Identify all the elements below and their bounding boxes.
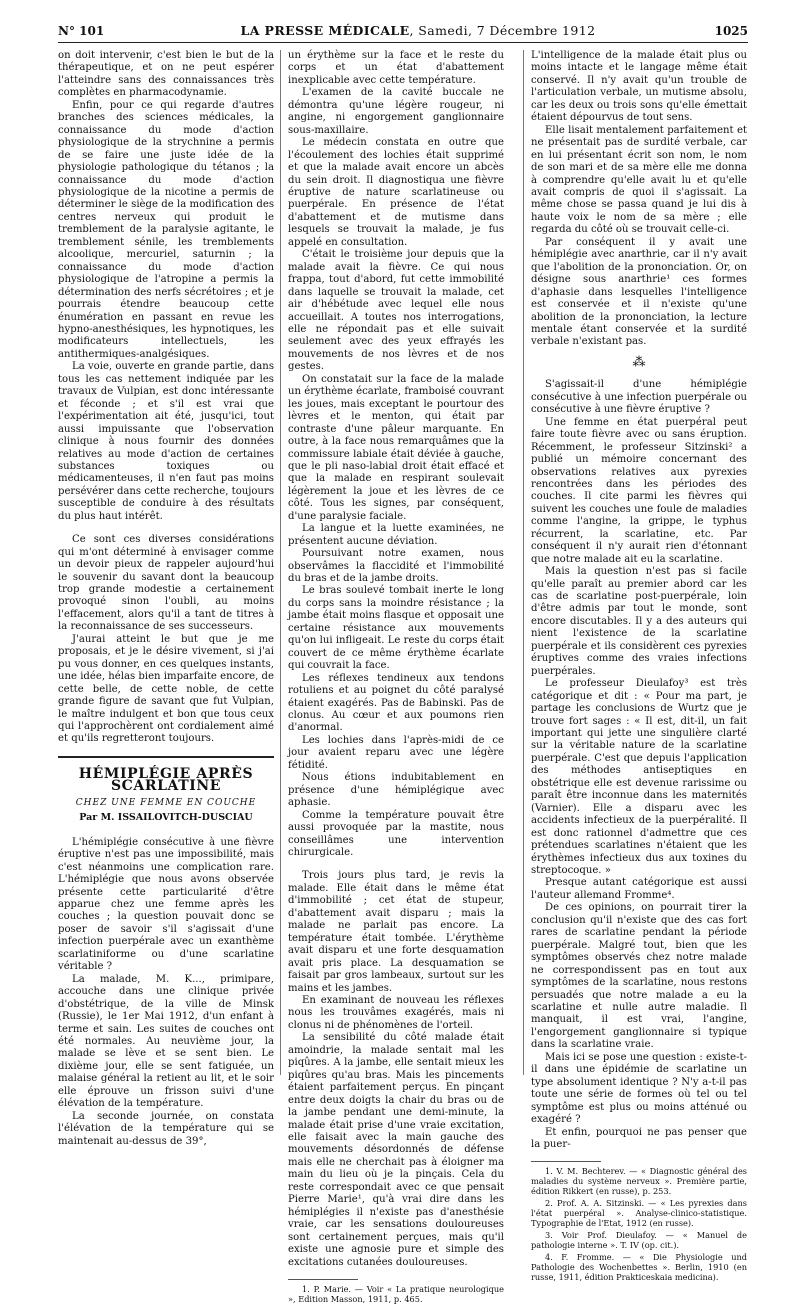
article-title: HÉMIPLÉGIE APRÈS SCARLATINE: [78, 765, 254, 795]
paragraph: J'aurai atteint le but que je me proposais, et je le désire vivement, si j'ai pu vous donner, en ces quelques instants, une idée, hélas bien imparfaite encore, de cette belle, de cette noble, de cette grande figure de savant que fut Vulpian, le maître indulgent et bon que tous ceux qui l'approchèrent ont cordialement aimé et qu'ils regretteront toujours.: [58, 633, 274, 745]
paragraph: Et enfin, pourquoi ne pas penser que la puer-: [531, 1126, 747, 1150]
paragraph: Le professeur Dieulafoy³ est très catégorique et dit : « Pour ma part, je partage les conclusions de Wurtz que je trouve fort sages : « Il est, dit-il, un fait important qui jette une singulière clarté sur la véritable nature de la scarlatine puerpérale. C'est que depuis l'application des méthodes antiseptiques en obstétrique elle est devenue rarissime ou paraît être inconnue dans les maternités (Varnier). Elle a disparu avec les accidents infectieux de la puerpéralité. Il est donc rationnel d'admettre que ces prétendues scarlatines n'étaient que les érythèmes infectieux dus aux toxines du streptocoque. »: [531, 678, 747, 876]
paragraph: La sensibilité du côté malade était amoindrie, la malade sentait mal les piqûres. A la jambe, elle sentait mieux les piqûres qu'au bras. Mais les pincements étaient parfaitement perçus. En pinçant entre deux doigts la chair du bras ou de la jambe pendant une demi-minute, la malade était prise d'une vraie excitation, elle faisait avec la main gauche des mouvements désordonnés de défense mais elle ne cherchait pas à éloigner ma main du lieu où je la pinçais. Cela du reste correspondait avec ce que pensait Pierre Marie¹, qu'à vrai dire dans les hémiplégies il n'existe pas d'anesthésie vraie, car les sensations douloureuses sont certainement perçues, mais qu'il existe une agnosie pure et simple des excitations cutanées douloureuses.: [288, 1032, 504, 1268]
paragraph: Par conséquent il y avait une hémiplégie avec anarthrie, car il n'y avait que l'abolition de la prononciation. Or, on désigne sous anarthrie¹ ces formes d'aphasie dans lesquelles l'intelligence est conservée et il n'existe qu'une abolition de la prononciation, la lecture mentale étant conservée et la surdité verbale n'existant pas.: [531, 236, 747, 348]
footnote-rule: [531, 1161, 601, 1162]
paragraph: La voie, ouverte en grande partie, dans tous les cas nettement indiquée par les travaux de Vulpian, est donc intéressante et féconde ; et s'il est vrai que l'expérimentation ait été, jusqu'ici, tout aussi impuissante que l'observation clinique à nous fournir des données relatives au mode d'action de certaines substances toxiques ou médicamenteuses, il n'en faut pas moins persévérer dans cette recherche, toujours susceptible de conduire à des résultats du plus haut intérêt.: [58, 361, 274, 522]
paragraph: Le médecin constata en outre que l'écoulement des lochies était supprimé et que la malade avait encore un abcès du sein droit. Il diagnostiqua une fièvre éruptive de nature scarlatineuse ou puerpérale. En présence de l'état d'abattement et de mutisme dans lesquels se trouvait la malade, je fus appelé en consultation.: [288, 137, 504, 248]
footnote: 1. V. M. Bechterev. — « Diagnostic général des maladies du système nerveux ». Première partie, édition Rikkert (en russe), p. 253.: [531, 1166, 747, 1197]
paragraph: Poursuivant notre examen, nous observâmes la flaccidité et l'immobilité du bras et de la jambe droits.: [288, 548, 504, 585]
paragraph: Le bras soulevé tombait inerte le long du corps sans la moindre résistance ; la jambe était moins flasque et opposait une certaine résistance aux mouvements qu'on lui infligeait. Le reste du corps était couvert de ce même érythème écarlate qui couvrait la face.: [288, 585, 504, 672]
paragraph: Mais la question n'est pas si facile qu'elle paraît au premier abord car les cas de scarlatine post-puerpérale, loin d'être admis par tout le monde, sont encore discutables. Il y a des auteurs qui nient l'existence de la scarlatine puerpérale et ils considèrent ces pyrexies éruptives comme des vraies infections puerpérales.: [531, 566, 747, 677]
column-1: [58, 50, 274, 1148]
paragraph: Presque autant catégorique est aussi l'auteur allemand Fromme⁴.: [531, 877, 747, 901]
section-asterism: ⁂: [632, 354, 646, 370]
footnote: 2. Prof. A. A. Sitzinski. — « Les pyrexies dans l'état puerpéral ». Analyse-clinico-statistique. Typographie de l'Etat, 1912 (en russe).: [531, 1198, 747, 1229]
paragraph: La langue et la luette examinées, ne présentent aucune déviation.: [288, 523, 504, 547]
running-head: LA PRESSE MÉDICALE, Samedi, 7 Décembre 1912: [240, 23, 596, 38]
paragraph: Les lochies dans l'après-midi de ce jour avaient reparu avec une légère fétidité.: [288, 734, 504, 771]
paragraph: Mais ici se pose une question : existe-t-il dans une épidémie de scarlatine un type absolument identique ? N'y a-t-il pas toute une série de formes où tel ou tel symptôme est plus ou moins atténué ou exagéré ?: [531, 1051, 747, 1126]
paragraph: un érythème sur la face et le reste du corps et un état d'abattement inexplicable avec cette température.: [288, 50, 504, 86]
column-divider: [280, 50, 281, 1075]
article-author: Par M. ISSAILOVITCH-DUSCIAU: [79, 812, 253, 824]
issue-number: N° 101: [58, 24, 105, 38]
paragraph: L'examen de la cavité buccale ne démontra qu'une légère rougeur, ni angine, ni engorgement ganglionnaire sous-maxillaire.: [288, 87, 504, 136]
paragraph: La malade, M. K..., primipare, accouche dans une clinique privée d'obstétrique, de la ville de Minsk (Russie), le 1er Mai 1912, d'un enfant à terme et sain. Les suites de couches ont été normales. Au neuvième jour, la malade se lève et se sent bien. Le dixième jour, elle se sent fatiguée, un malaise général la retient au lit, et le soir elle éprouve un frisson suivi d'une élévation de la température.: [58, 973, 274, 1110]
footnote: 1. P. Marie. — Voir « La pratique neurologique », Edition Masson, 1911, p. 465.: [288, 1283, 504, 1304]
paragraph: Ce sont ces diverses considérations qui m'ont déterminé à envisager comme un devoir pieux de rappeler aujourd'hui le souvenir du savant dont la beaucoup trop grande modestie a certainement provoqué sinon l'oubli, au moins l'effacement, alors qu'il a tant de titres à la reconnaissance de ses successeurs.: [58, 534, 274, 633]
paragraph: on doit intervenir, c'est bien le but de la thérapeutique, et on ne peut espérer l'atteindre sans des connaissances très complètes en pharmacodynamie.: [58, 50, 274, 99]
paragraph: Nous étions indubitablement en présence d'une hémiplégique avec aphasie.: [288, 772, 504, 809]
paragraph: La seconde journée, on constata l'élévation de la température qui se maintenait au-dessus de 39°,: [58, 1110, 274, 1147]
paragraph: Comme la température pouvait être aussi provoquée par la mastite, nous conseillâmes une intervention chirurgicale.: [288, 809, 504, 858]
article-separator: [58, 756, 274, 758]
paragraph: De ces opinions, on pourrait tirer la conclusion qu'il n'existe que des cas fort rares de scarlatine pendant la période puerpérale. Malgré tout, bien que les symptômes observés chez notre malade ne correspondissent pas en tout aux symptômes de la scarlatine, nous restons persuadés que notre malade a eu la scarlatine et nulle autre maladie. Il manquait, il est vrai, l'angine, l'engorgement ganglionnaire si typique dans la scarlatine vraie.: [531, 902, 747, 1051]
paragraph: On constatait sur la face de la malade un érythème écarlate, framboisé couvrant les joues, mais exceptant le pourtour des lèvres et le menton, qui était par contraste d'une pâleur marquante. En outre, à la face nous remarquâmes que la commissure labiale était déviée à gauche, que le pli naso-labial droit était effacé et que la malade en respirant soulevait légèrement la joue et les lèvres de ce côté. Tous les signes, par conséquent, d'une paralysie faciale.: [288, 373, 504, 522]
paragraph: L'intelligence de la malade était plus ou moins intacte et le langage même était conservé. Il n'y avait qu'un trouble de l'articulation verbale, un mutisme absolu, car les deux ou trois sons qu'elle émettait étaient dépourvus de tout sens.: [531, 50, 747, 124]
page-number: 1025: [714, 24, 748, 38]
paragraph: L'hémiplégie consécutive à une fièvre éruptive n'est pas une impossibilité, mais c'est néanmoins une complication rare. L'hémiplégie que nous avons observée présente cette particularité d'être apparue chez une femme après les couches ; la question pouvait donc se poser de savoir s'il s'agissait d'une infection puerpérale avec un exanthème scarlatiniforme ou d'une scarlatine véritable ?: [58, 836, 274, 973]
paragraph: Enfin, pour ce qui regarde d'autres branches des sciences médicales, la connaissance du mode d'action physiologique de la strychnine a permis de se faire une juste idée de la physiologie pathologique du tétanos ; la connaissance du mode d'action physiologique de la nicotine a permis de déterminer le siège de la modification des centres nerveux qui produit le tremblement de la paralysie agitante, le tremblement sénile, les tremblements alcoolique, mercuriel, saturnin ; la connaissance du mode d'action physiologique de l'atropine a permis la détermination des nerfs sécrétoires ; et je pourrais étendre beaucoup cette énumération en passant en revue les hypno-anesthésiques, les hypnotiques, les modificateurs intellectuels, les antithermiques-analgésiques.: [58, 99, 274, 360]
column-3: [531, 50, 747, 1282]
column-divider: [523, 50, 524, 1075]
footnote: 3. Voir Prof. Dieulafoy. — « Manuel de pathologie interne ». T. IV (op. cit.).: [531, 1230, 747, 1251]
paragraph: S'agissait-il d'une hémiplégie consécutive à une infection puerpérale ou consécutive à une fièvre éruptive ?: [531, 379, 747, 416]
paragraph: Les réflexes tendineux aux tendons rotuliens et au poignet du côté paralysé étaient exagérés. Pas de Babinski. Pas de clonus. Au cœur et aux poumons rien d'anormal.: [288, 672, 504, 734]
paragraph: Une femme en état puerpéral peut faire toute fièvre avec ou sans éruption. Récemment, le professeur Sitzinski² a publié un mémoire concernant des observations relatives aux pyrexies rencontrées dans les périodes des couches. Il cite parmi les fièvres qui suivent les couches une foule de maladies comme l'angine, la grippe, le typhus récurrent, la scarlatine, etc. Par conséquent il n'y aurait rien d'étonnant que notre malade ait eu la scarlatine.: [531, 416, 747, 565]
footnote-rule: [288, 1279, 358, 1280]
paragraph: C'était le troisième jour depuis que la malade avait la fièvre. Ce qui nous frappa, tout d'abord, fut cette immobilité dans laquelle se trouvait la malade, cet air d'hébétude avec lequel elle nous accueillait. A toutes nos interrogations, elle ne répondait pas et elle suivait seulement avec des yeux effrayés les mouvements de nos lèvres et de nos gestes.: [288, 249, 504, 373]
page-header: [58, 20, 748, 42]
paragraph: Elle lisait mentalement parfaitement et ne présentait pas de surdité verbale, car en lui présentant écrit son nom, le nom de son mari et de sa mère elle me donna à comprendre qu'elle avait lu et qu'elle avait compris de quoi il s'agissait. La même chose se passa quand je lui dis à haute voix le nom de sa mère ; elle regarda du côté où se trouvait celle-ci.: [531, 124, 747, 236]
paragraph: En examinant de nouveau les réflexes nous les trouvâmes exagérés, mais ni clonus ni de phénomènes de l'orteil.: [288, 994, 504, 1031]
article-subtitle: CHEZ UNE FEMME EN COUCHE: [75, 797, 257, 808]
column-2: [288, 50, 504, 1304]
footnote: 4. F. Fromme. — « Die Physiologie und Pathologie des Wochenbettes ». Berlin, 1910 (en russe, 1911, édition Prakticeskaia medicina).: [531, 1252, 747, 1283]
publication-title: LA PRESSE MÉDICALE: [240, 23, 410, 38]
paragraph: Trois jours plus tard, je revis la malade. Elle était dans le même état d'immobilité ; cet état de stupeur, d'abattement avait disparu ; mais la malade ne parlait pas encore. La température était tombée. L'érythème avait disparu et une forte desquamation avait pris place. La desquamation se faisait par gros lambeaux, surtout sur les mains et les jambes.: [288, 870, 504, 994]
issue-date: Samedi, 7 Décembre 1912: [418, 23, 596, 38]
header-rule: [58, 42, 748, 43]
